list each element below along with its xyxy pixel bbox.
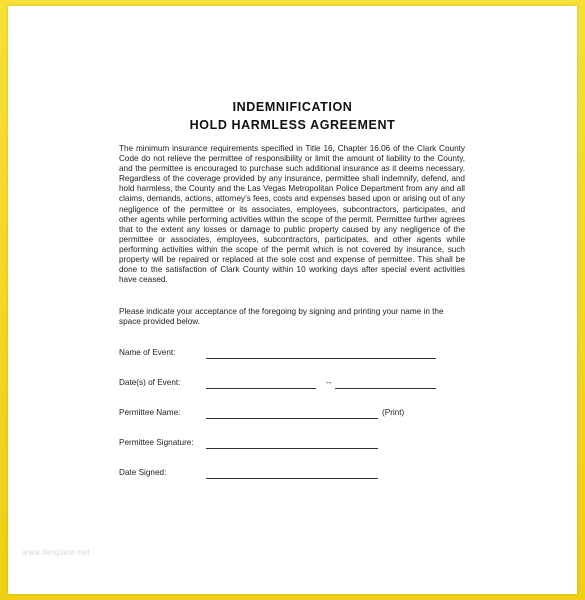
- permittee-name-line[interactable]: [206, 418, 378, 419]
- signature-label: Permittee Signature:: [119, 438, 194, 447]
- event-name-label: Name of Event:: [119, 348, 176, 357]
- document-page: [8, 6, 577, 594]
- dates-separator: --: [326, 378, 332, 387]
- event-name-line[interactable]: [206, 358, 436, 359]
- indemnification-paragraph: The minimum insurance requirements specified in Title 16, Chapter 16.06 of the Clark County Code do not relieve the permittee of responsibility or limit the amount of liability to the County, and the permittee is encouraged to purchase such additional insurance as it deems necessary. Regardless of the coverage provided by any insurance, permittee shall indemnify, defend, and hold harmless, the County and the Las Vegas Metropolitan Police Department from any and all claims, demands, actions, attorney's fees, costs and expenses based upon or arising out of any negligence of the permittee or its associates, employees, subcontractors, participates, and other agents while performing activities within the scope of the permit. Permittee further agrees that to the extent any losses or damage to public property caused by any negligence of the permittee or associates, employees, subcontractors, participates, and other agents while performing activities within the scope of the permit which is not covered by insurance, such property will be repaired or replaced at the sole cost and expense of permittee. This shall be done to the satisfaction of Clark County within 10 working days after special event activities have ceased.: [119, 144, 465, 285]
- watermark: www.template.net: [22, 548, 90, 557]
- document-title: INDEMNIFICATION: [232, 100, 353, 114]
- print-note: (Print): [382, 408, 405, 417]
- event-start-date-line[interactable]: [206, 388, 316, 389]
- date-signed-label: Date Signed:: [119, 468, 167, 477]
- acceptance-paragraph: Please indicate your acceptance of the foregoing by signing and printing your name in the space provided below.: [119, 307, 444, 327]
- event-dates-label: Date(s) of Event:: [119, 378, 181, 387]
- document-subtitle: HOLD HARMLESS AGREEMENT: [189, 118, 396, 132]
- signature-line[interactable]: [206, 448, 378, 449]
- permittee-name-label: Permittee Name:: [119, 408, 181, 417]
- event-end-date-line[interactable]: [335, 388, 436, 389]
- date-signed-line[interactable]: [206, 478, 378, 479]
